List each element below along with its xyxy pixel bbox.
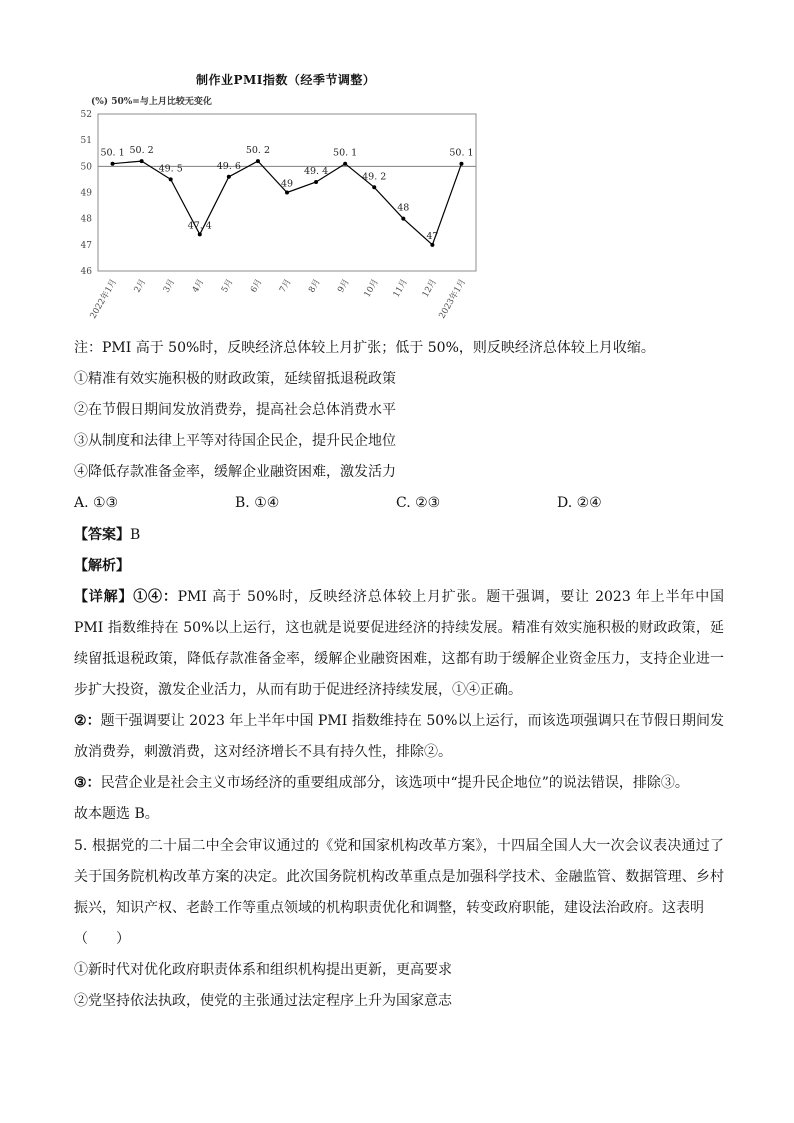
x-tick-label: 4月: [190, 277, 207, 295]
x-tick-label: 2月: [132, 277, 149, 295]
detail-lead: ①④：: [133, 589, 178, 605]
option-d: D. ②④: [557, 495, 602, 511]
answer-options: [74, 495, 734, 513]
option-a: A. ①③: [74, 495, 119, 511]
x-tick-label: 2022年1月: [88, 277, 120, 321]
data-point: [256, 159, 260, 163]
x-tick-label: 12月: [420, 277, 439, 300]
data-label: 49. 6: [216, 160, 241, 172]
statement-3: ③从制度和法律上平等对待国企民企，提升民企地位: [74, 433, 396, 449]
point-3-lead: ③：: [74, 775, 101, 791]
data-point: [372, 185, 376, 189]
analysis-point-2: [74, 706, 724, 768]
x-tick-label: 10月: [362, 277, 381, 300]
x-tick-label: 2023年1月: [437, 277, 469, 321]
analysis-body: [74, 582, 724, 830]
data-label: 50. 2: [245, 145, 271, 157]
y-tick-label: 47: [80, 240, 92, 251]
x-tick-label: 11月: [391, 277, 410, 300]
data-label: 49. 4: [303, 166, 329, 178]
data-point: [285, 191, 289, 195]
x-tick-label: 5月: [219, 277, 236, 295]
question-5-statement-2: ②党坚持依法执政，使党的主张通过法定程序上升为国家意志: [74, 993, 452, 1009]
analysis-conclusion: 故本题选 B。: [74, 806, 159, 822]
data-label: 49. 2: [362, 171, 387, 183]
y-tick-label: 50: [80, 162, 92, 173]
data-point: [314, 180, 318, 184]
statement-1: ①精准有效实施积极的财政政策，延续留抵退税政策: [74, 371, 396, 387]
data-point: [111, 162, 115, 166]
point-2-lead: ②：: [74, 713, 101, 729]
question-note: 注：PMI 高于 50%时，反映经济总体较上月扩张；低于 50%，则反映经济总体较上月收缩。: [74, 340, 655, 356]
pmi-line-chart: [74, 90, 494, 340]
data-label: 50. 1: [449, 147, 474, 159]
data-point: [169, 177, 173, 181]
data-label: 47: [426, 230, 439, 242]
analysis-heading: [74, 557, 130, 575]
option-c: C. ②③: [396, 495, 441, 511]
data-label: 49: [280, 178, 294, 190]
point-3-text: 民营企业是社会主义市场经济的重要组成部分，该选项中“提升民企地位”的说法错误，排除③。: [100, 775, 689, 791]
data-point: [459, 162, 463, 166]
data-point: [198, 232, 202, 236]
x-tick-label: 7月: [277, 277, 294, 295]
chart-subtitle: (%) 50%=与上月比较无变化: [91, 97, 212, 107]
data-point: [140, 159, 144, 163]
y-tick-label: 51: [80, 136, 92, 147]
data-point: [227, 175, 231, 179]
x-tick-label: 8月: [307, 277, 323, 295]
x-tick-label: 3月: [161, 277, 178, 295]
answer-line: [74, 526, 140, 544]
data-label: 50. 1: [333, 147, 358, 159]
data-label: 47. 4: [187, 220, 212, 232]
data-label: 50. 1: [100, 147, 125, 159]
data-point: [401, 217, 405, 221]
chart-title: 制作业PMI指数（经季节调整）: [196, 73, 376, 87]
answer-label: 【答案】: [74, 527, 130, 543]
detail-text: PMI 高于 50%时，反映经济总体较上月扩张。题干强调，要让 2023 年上半年中国 PMI 指数维持在 50%以上运行，这也就是说要促进经济的持续发展。精准有效实施积极的财政政策，延续留抵退税政策，降低存款准备金率，缓解企业融资困难，这都有助于缓解企业资金压力，支持企业进一步扩大投资，激发企业活力，从而有助于促进经济持续发展，①④正确。: [74, 589, 724, 698]
y-tick-label: 49: [80, 188, 92, 199]
statement-4: ④降低存款准备金率，缓解企业融资困难，激发活力: [74, 464, 396, 480]
answer-value: B: [130, 527, 141, 543]
y-tick-label: 46: [80, 267, 92, 277]
question-5-stem: 5. 根据党的二十届二中全会审议通过的《党和国家机构改革方案》，十四届全国人大一次会议表决通过了关于国务院机构改革方案的决定。此次国务院机构改革重点是加强科学技术、金融监管、数据管理、乡村振兴，知识产权、老龄工作等重点领域的机构职责优化和调整，转变政府职能，建设法治政府。这表明: [74, 838, 724, 916]
y-tick-label: 52: [80, 110, 92, 120]
data-label: 48: [397, 202, 410, 214]
statement-2: ②在节假日期间发放消费券，提高社会总体消费水平: [74, 402, 396, 418]
option-b: B. ①④: [235, 495, 280, 511]
y-tick-label: 48: [80, 214, 92, 225]
x-tick-label: 9月: [336, 277, 352, 295]
analysis-detail: [74, 582, 724, 706]
point-2-text: 题干强调要让 2023 年上半年中国 PMI 指数维持在 50%以上运行，而该选项强调只在节假日期间发放消费券，刺激消费，这对经济增长不具有持久性，排除②。: [74, 713, 724, 760]
detail-tag: 【详解】: [74, 589, 134, 605]
x-tick-label: 6月: [248, 277, 265, 295]
data-label: 49. 5: [158, 163, 183, 175]
question-5-blank: （ ）: [74, 931, 130, 947]
data-point: [430, 243, 434, 247]
question-5-statement-1: ①新时代对优化政府职责体系和组织机构提出更新，更高要求: [74, 962, 452, 978]
data-label: 50. 2: [129, 145, 154, 157]
analysis-label: 【解析】: [74, 558, 130, 574]
data-point: [343, 162, 347, 166]
analysis-point-3: [74, 768, 724, 799]
question-5: [74, 831, 724, 1017]
